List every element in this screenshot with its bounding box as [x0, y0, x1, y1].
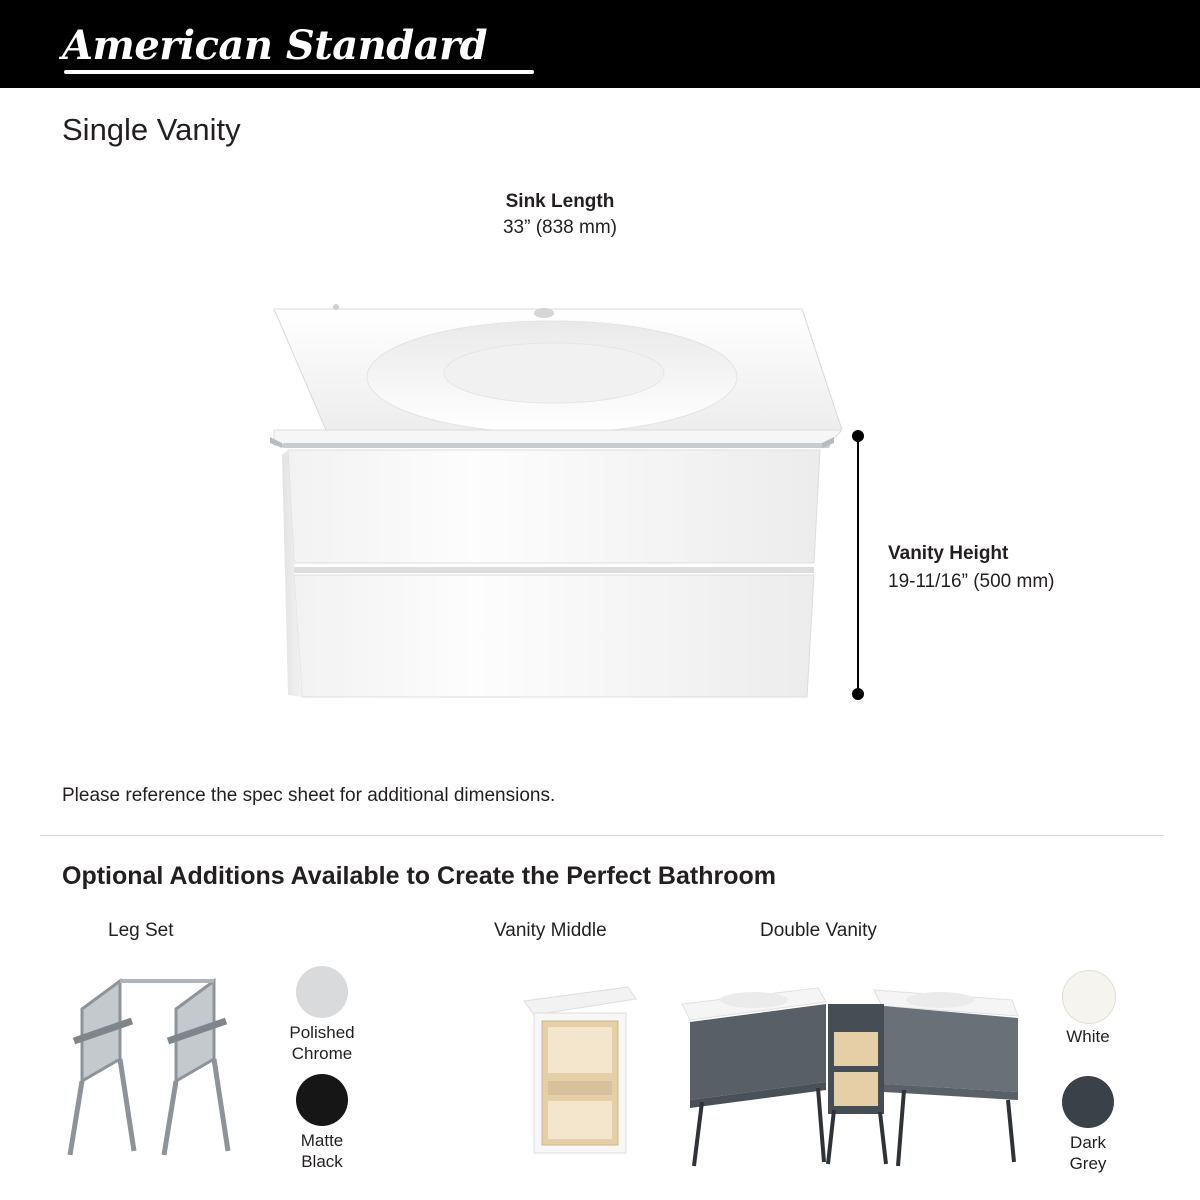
vanity-height-caption: [888, 540, 1168, 596]
finish-line1: White: [1066, 1027, 1110, 1046]
vanity-height-value: 19-11/16” (500 mm): [888, 571, 1055, 592]
option-label-double-vanity: Double Vanity: [760, 920, 877, 941]
finish-caption-white: [1028, 1026, 1148, 1047]
finish-caption-dark-grey: [1028, 1132, 1148, 1174]
vanity-height-label: Vanity Height: [888, 543, 1009, 564]
finish-caption-matte-black: [262, 1130, 382, 1172]
finish-line2: Chrome: [291, 1044, 353, 1063]
finish-caption-polished-chrome: [262, 1022, 382, 1064]
finish-swatch-dark-grey[interactable]: [1062, 1076, 1114, 1128]
finish-swatch-polished-chrome[interactable]: [296, 966, 348, 1018]
sink-length-caption: [360, 189, 760, 241]
section-divider: [40, 835, 1164, 836]
vanity-middle-illustration: [520, 975, 640, 1165]
brand-logo: American Standard: [62, 22, 488, 69]
page-title: Single Vanity: [62, 112, 241, 147]
sink-length-value: 33” (838 mm): [502, 217, 618, 238]
vanity-height-dimension-line: [852, 430, 864, 700]
finish-swatch-matte-black[interactable]: [296, 1074, 348, 1126]
finish-line2: Grey: [1069, 1154, 1107, 1173]
header-bar: [0, 0, 1200, 88]
option-label-leg-set: Leg Set: [108, 920, 174, 941]
brand-underline: [64, 70, 534, 74]
single-vanity-illustration: [262, 285, 842, 705]
vanity-diagram: [0, 165, 1200, 755]
double-vanity-illustration: [668, 970, 1028, 1170]
finish-line1: Dark: [1070, 1133, 1106, 1152]
dimension-line-vertical: [857, 436, 859, 694]
spec-sheet-note: Please reference the spec sheet for additional dimensions.: [62, 785, 556, 806]
options-heading: Optional Additions Available to Create the Perfect Bathroom: [62, 862, 776, 890]
finish-swatch-white[interactable]: [1062, 970, 1116, 1024]
leg-set-illustration: [60, 955, 290, 1165]
finish-line2: Black: [301, 1152, 343, 1171]
dimension-endpoint-bottom-icon: [852, 688, 864, 700]
option-label-vanity-middle: Vanity Middle: [494, 920, 607, 941]
finish-line1: Matte: [300, 1131, 344, 1150]
sink-length-label: Sink Length: [505, 191, 615, 212]
finish-line1: Polished: [289, 1023, 355, 1042]
